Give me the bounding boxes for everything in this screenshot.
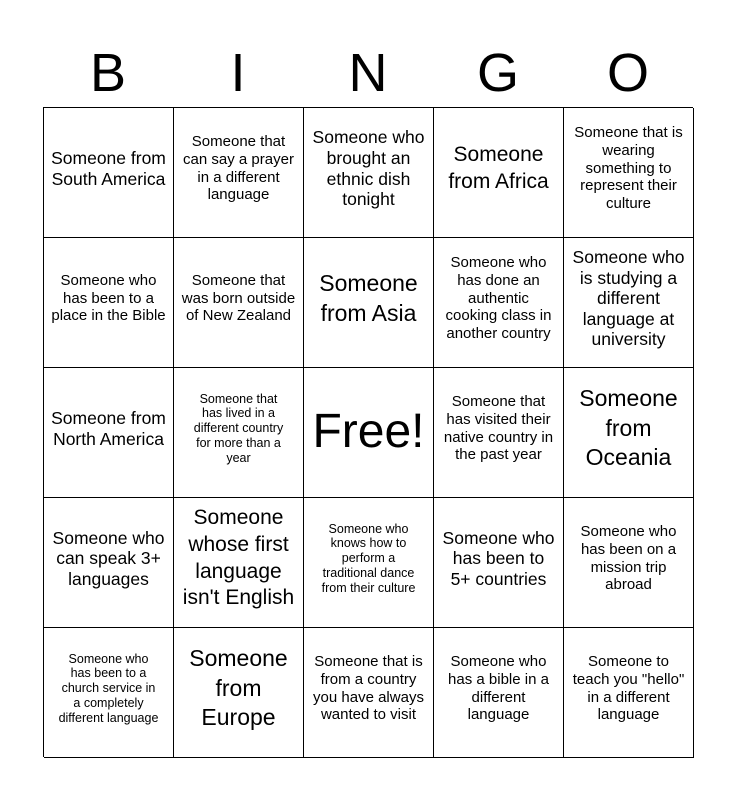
header-letter-b: B (89, 43, 127, 103)
bingo-cell[interactable]: Someone that can say a prayer in a different language (174, 108, 304, 238)
bingo-cell[interactable]: Someone who knows how to perform a traditional dance from their culture (304, 498, 434, 628)
bingo-cell[interactable]: Someone to teach you "hello" in a different language (564, 628, 694, 758)
bingo-cell[interactable]: Someone who has been to a place in the Bible (44, 238, 174, 368)
bingo-header (43, 40, 693, 106)
bingo-cell[interactable]: Someone who is studying a different language at university (564, 238, 694, 368)
bingo-cell[interactable]: Someone who has been to a church service in a completely different language (44, 628, 174, 758)
header-letter-o: O (606, 43, 649, 103)
bingo-cell[interactable]: Someone from North America (44, 368, 174, 498)
bingo-cell[interactable]: Someone who has been to 5+ countries (434, 498, 564, 628)
bingo-cell[interactable]: Someone who has done an authentic cooking class in another country (434, 238, 564, 368)
bingo-cell[interactable]: Someone that is from a country you have always wanted to visit (304, 628, 434, 758)
bingo-cell[interactable]: Someone who can speak 3+ languages (44, 498, 174, 628)
header-letter-n: N (348, 43, 388, 103)
bingo-cell[interactable]: Someone who brought an ethnic dish tonight (304, 108, 434, 238)
bingo-cell[interactable]: Someone that was born outside of New Zealand (174, 238, 304, 368)
bingo-cell[interactable]: Someone who has a bible in a different language (434, 628, 564, 758)
bingo-cell[interactable]: Someone from Asia (304, 238, 434, 368)
bingo-cell[interactable]: Someone whose first language isn't English (174, 498, 304, 628)
bingo-board (43, 107, 693, 757)
bingo-cell[interactable]: Someone from Europe (174, 628, 304, 758)
bingo-cell[interactable]: Someone who has been on a mission trip abroad (564, 498, 694, 628)
bingo-cell[interactable]: Someone from South America (44, 108, 174, 238)
bingo-cell[interactable]: Someone that is wearing something to represent their culture (564, 108, 694, 238)
bingo-cell[interactable]: Someone that has lived in a different country for more than a year (174, 368, 304, 498)
header-letter-g: G (476, 43, 519, 103)
bingo-cell[interactable]: Someone from Africa (434, 108, 564, 238)
bingo-cell[interactable]: Someone that has visited their native country in the past year (434, 368, 564, 498)
bingo-cell[interactable]: Someone from Oceania (564, 368, 694, 498)
header-letter-i: I (230, 43, 246, 103)
free-space-cell[interactable]: Free! (304, 368, 434, 498)
